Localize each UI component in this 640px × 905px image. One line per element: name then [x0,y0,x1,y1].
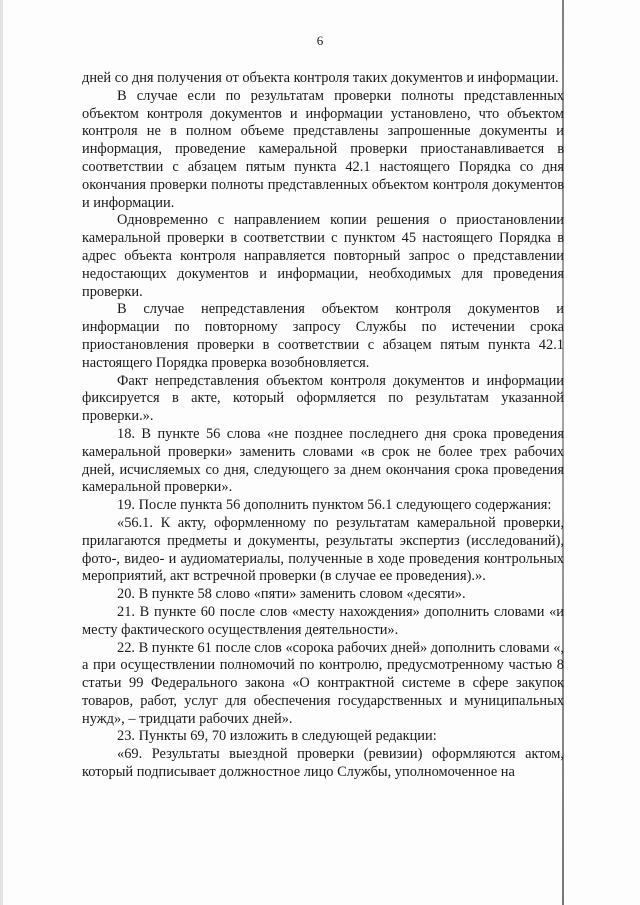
scan-left-edge [0,0,3,905]
paragraph-5: Факт непредставления объектом контроля документов и информации фиксируется в акте, который оформляется по результатам указанной проверки.». [82,372,564,425]
paragraph-6: 18. В пункте 56 слова «не позднее последнего дня срока проведения камеральной проверки» заменить словами «в срок не более трех рабочих дней, исчисляемых со дня, следующего за днем окончания срока проведения камеральной проверки». [82,425,564,496]
paragraph-12: 23. Пункты 69, 70 изложить в следующей редакции: [117,728,437,745]
paragraph-11: 22. В пункте 61 после слов «сорока рабочих дней» дополнить словами «, а при осуществлении полномочий по контролю, предусмотренному частью 8 статьи 99 Федерального закона «О контрактной системе в сфере закупок товаров, работ, услуг для обеспечения государственных и муниципальных нужд», – тридцати рабочих дней». [82,639,564,727]
paragraph-3: Одновременно с направлением копии решения о приостановлении камеральной проверки в соответствии с пунктом 45 настоящего Порядка в адрес объекта контроля направляется повторный запрос о представлении недостающих документов и информации, необходимых для проведения проверки. [82,212,564,300]
paragraph-10: 21. В пункте 60 после слов «месту нахождения» дополнить словами «и месту фактического осуществления деятельности». [82,603,564,638]
paragraph-13: «69. Результаты выездной проверки (ревизии) оформляются актом, который подписывает должностное лицо Службы, уполномоченное на [82,746,564,781]
paragraph-4: В случае непредставления объектом контроля документов и информации по повторному запросу Службы по истечении срока приостановления проверки в соответствии с абзацем пятым пункта 42.1 настоящего Порядка проверка возобновляется. [82,301,564,371]
page-number: 6 [316,33,324,48]
paragraph-7: 19. После пункта 56 дополнить пунктом 56.1 следующего содержания: [117,497,552,514]
document-body [82,70,564,782]
paragraph-9: 20. В пункте 58 слово «пяти» заменить словом «десяти». [117,586,466,603]
paragraph-8: «56.1. К акту, оформленному по результатам камеральной проверки, прилагаются предметы и документы, результаты экспертиз (исследований), фото-, видео- и аудиоматериалы, полученные в ходе проведения контрольных мероприятий, акт встречной проверки (в случае ее проведения).». [82,514,564,585]
paragraph-2: В случае если по результатам проверки полноты представленных объектом контроля документов и информации установлено, что объектом контроля не в полном объеме представлены запрошенные документы и информация, проведение камеральной проверки приостанавливается в соответствии с абзацем пятым пункта 42.1 настоящего Порядка со дня окончания проверки полноты представленных объектом контроля документов и информации. [82,87,564,211]
paragraph-1: дней со дня получения от объекта контроля таких документов и информации. [82,70,559,86]
